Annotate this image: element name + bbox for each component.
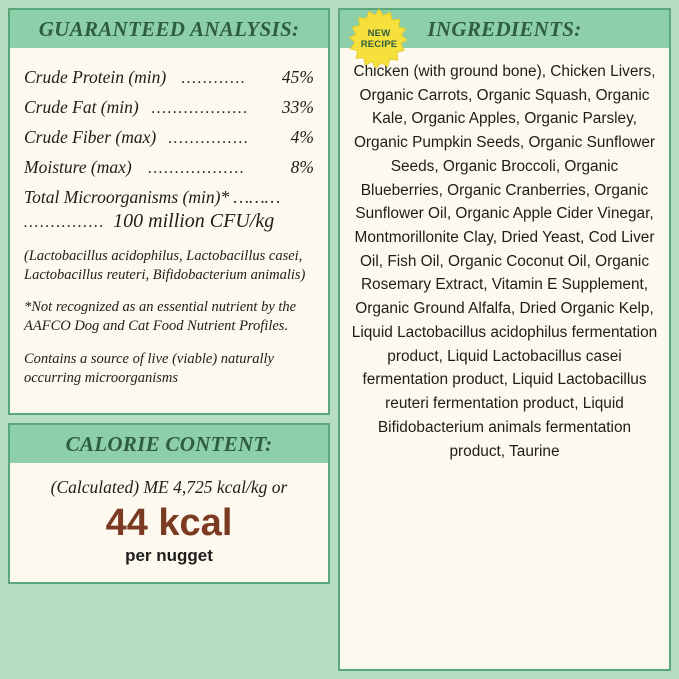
nutrient-value: 45%	[281, 67, 314, 87]
badge-line-2: RECIPE	[360, 39, 398, 50]
guaranteed-analysis-title: GUARANTEED ANALYSIS:	[38, 17, 300, 41]
leader-dots: ………………	[148, 160, 246, 177]
nutrient-value: 33%	[281, 97, 314, 117]
left-column	[8, 8, 330, 671]
calorie-per-nugget-label: per nugget	[125, 545, 213, 565]
nutrient-value: 8%	[290, 157, 314, 177]
new-recipe-badge	[348, 8, 410, 70]
table-row	[24, 157, 314, 178]
right-column	[338, 8, 671, 671]
ingredients-body	[340, 48, 669, 669]
cfu-row	[24, 210, 314, 233]
nutrient-value: 4%	[290, 127, 314, 147]
nutrient-label: Moisture (max)	[24, 157, 132, 177]
ingredients-title: INGREDIENTS:	[427, 17, 582, 41]
aafco-note: *Not recognized as an essential nutrient by the AAFCO Dog and Cat Food Nutrient Profiles.	[24, 299, 297, 335]
table-row	[24, 67, 314, 88]
nutrient-label: Crude Fiber (max)	[24, 127, 157, 147]
leader-dots: ……………	[24, 214, 106, 231]
calorie-content-body	[10, 463, 328, 582]
leader-dots: ………………	[151, 100, 250, 117]
new-recipe-badge-text	[348, 8, 410, 70]
table-row	[24, 97, 314, 118]
badge-line-1: NEW	[367, 27, 391, 39]
calorie-content-header	[10, 425, 328, 463]
calorie-content-title: CALORIE CONTENT:	[65, 431, 273, 456]
table-row	[24, 127, 314, 148]
calorie-content-panel	[8, 423, 330, 584]
nutrient-label: Crude Protein (min)	[24, 67, 167, 87]
calorie-calculated-line: (Calculated) ME 4,725 kcal/kg or	[50, 476, 288, 497]
ingredients-list-text: Chicken (with ground bone), Chicken Livers, Organic Carrots, Organic Squash, Organic Kale, Organic Apples, Organic Parsley, Organic Pumpkin Seeds, Organic Sunflower Seeds, Organic Broccoli, Organic Blueberries, Organic Cranberries, Organic Sunflower Oil, Organic Apple Cider Vinegar, Montmorillonite Clay, Dried Yeast, Cod Liver Oil, Fish Oil, Organic Coconut Oil, Organic Rosemary Extract, Vitamin E Supplement, Organic Ground Alfalfa, Dried Organic Kelp, Liquid Lactobacillus acidophilus fermentation product, Liquid Lactobacillus casei fermentation product, Liquid Lactobacillus reuteri fermentation product, Liquid Bifidobacterium animals fermentation product, Taurine	[351, 63, 658, 460]
leader-dots: ……………	[168, 130, 250, 147]
leader-dots: …………	[181, 70, 247, 87]
ingredients-panel	[338, 8, 671, 671]
nutrient-label: Crude Fat (min)	[24, 97, 139, 117]
microorganisms-row: Total Microorganisms (min)* ………	[24, 187, 281, 207]
strain-note: (Lactobacillus acidophilus, Lactobacillus casei, Lactobacillus reuteri, Bifidobacterium animalis)	[24, 248, 306, 284]
live-cultures-note: Contains a source of live (viable) naturally occurring microorganisms	[24, 350, 274, 386]
guaranteed-analysis-body	[10, 48, 328, 413]
guaranteed-analysis-header	[10, 10, 328, 48]
cfu-value: 100 million CFU/kg	[113, 210, 275, 232]
calorie-per-nugget-value: 44 kcal	[105, 501, 233, 544]
ingredients-header	[340, 10, 669, 48]
guaranteed-analysis-panel	[8, 8, 330, 415]
